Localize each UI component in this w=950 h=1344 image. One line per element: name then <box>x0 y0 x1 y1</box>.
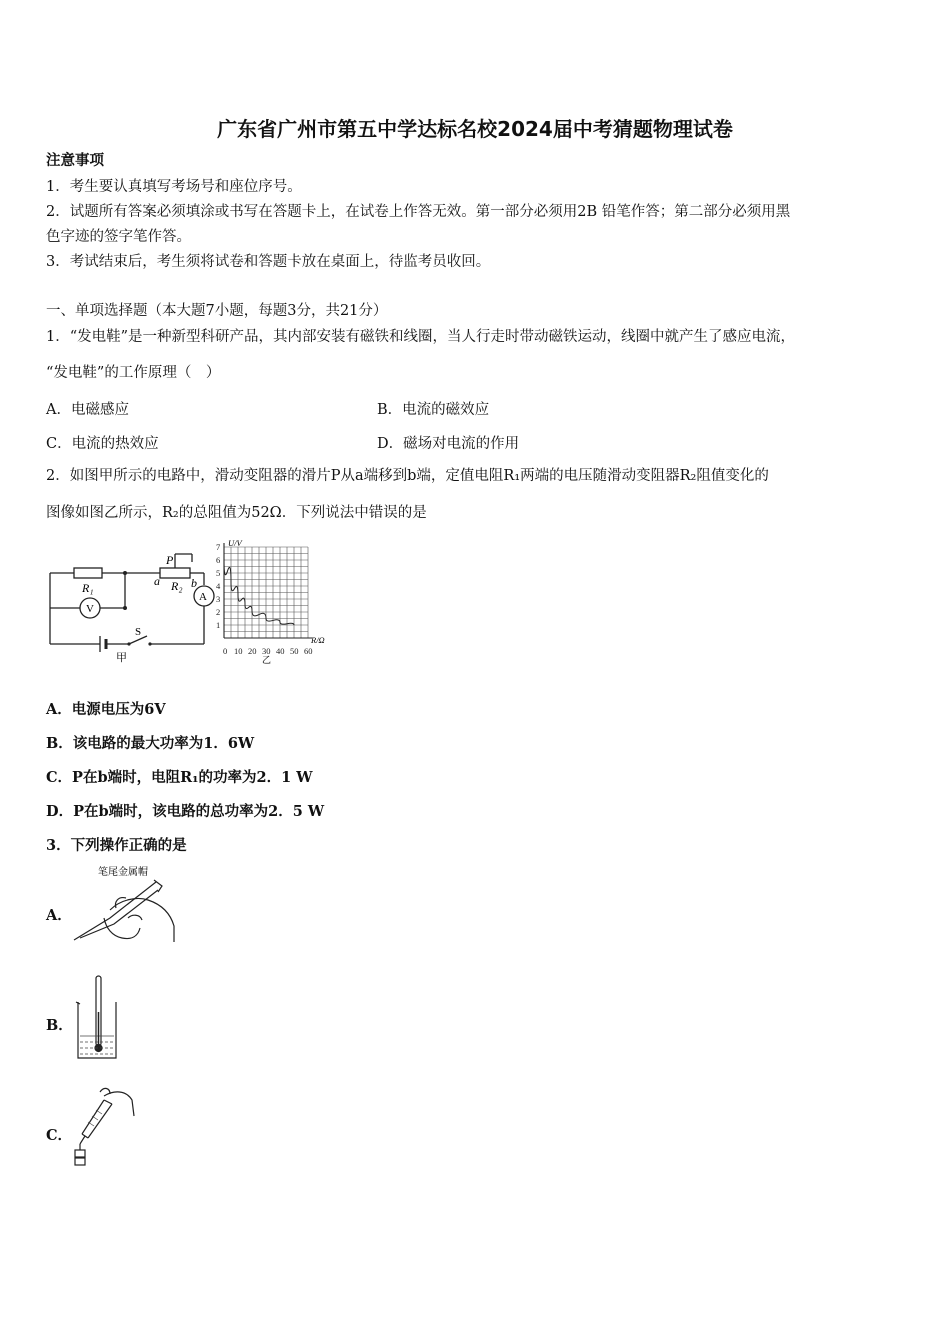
x-tick-label: 20 <box>248 646 257 656</box>
graph-caption: 乙 <box>262 655 272 665</box>
x-axis-label: R/Ω <box>311 635 325 645</box>
y-tick-label: 6 <box>216 555 221 565</box>
junction-dot <box>123 571 127 575</box>
x-tick-label: 40 <box>276 646 285 656</box>
x-tick-label: 60 <box>304 646 313 656</box>
label-p: P <box>166 553 174 567</box>
q2-option-b: B．该电路的最大功率为1．6W <box>46 735 255 752</box>
label-b: b <box>191 576 197 590</box>
y-tick-label: 2 <box>216 607 221 617</box>
circuit-caption: 甲 <box>116 652 127 664</box>
q2-option-a: A．电源电压为6V <box>46 701 166 718</box>
x-tick-label: 0 <box>223 646 228 656</box>
x-tick-label: 10 <box>234 646 243 656</box>
y-tick-label: 5 <box>216 568 221 578</box>
y-tick-label: 1 <box>216 620 221 630</box>
thermometer-beaker-image <box>74 972 122 1064</box>
label-a: a <box>154 574 160 588</box>
q2-option-d: D．P在b端时，该电路的总功率为2．5 W <box>46 803 325 820</box>
q3-option-c: C． <box>46 1127 73 1144</box>
y-axis-label: U/V <box>228 538 242 548</box>
notice-item-2-line-2: 色字迹的签字笔作答。 <box>46 229 191 245</box>
y-tick-label: 4 <box>216 581 221 591</box>
notice-heading: 注意事项 <box>46 152 104 169</box>
section-heading: 一、单项选择题（本大题7小题，每题3分，共21分） <box>46 303 388 319</box>
q2-stem-line-2: 图像如图乙所示，R₂的总阻值为52Ω．下列说法中错误的是 <box>46 505 427 521</box>
notice-item-1: 1．考生要认真填写考场号和座位序号。 <box>46 179 302 195</box>
label-r1: R₁ <box>82 581 94 595</box>
page-title: 广东省广州市第五中学达标名校2024届中考猜题物理试卷 <box>217 117 733 141</box>
q3-option-b: B． <box>46 1017 73 1034</box>
resistor-r1 <box>74 568 102 578</box>
notice-item-3: 3．考试结束后，考生须将试卷和答题卡放在桌面上，待监考员收回。 <box>46 254 491 270</box>
label-ammeter: A <box>199 591 207 603</box>
q1-option-a: A．电磁感应 <box>46 402 129 418</box>
spring-scale-hand-image <box>70 1082 136 1170</box>
y-tick-label: 3 <box>216 594 221 604</box>
y-tick-label: 7 <box>216 542 221 552</box>
label-r2: R₂ <box>171 579 183 593</box>
q3-stem: 3．下列操作正确的是 <box>46 837 187 854</box>
voltage-resistance-graph <box>214 536 334 666</box>
label-switch: S <box>135 626 142 638</box>
pen-cap-caption: 笔尾金属帽 <box>98 867 148 878</box>
q2-option-c: C．P在b端时，电阻R₁的功率为2．1 W <box>46 769 313 786</box>
q1-option-c: C．电流的热效应 <box>46 436 159 452</box>
notice-item-2-line-1: 2．试题所有答案必须填涂或书写在答题卡上，在试卷上作答无效。第一部分必须用2B 铅笔作答；第二部分必须用黑 <box>46 204 791 220</box>
resistor-r2 <box>160 568 190 578</box>
test-pencil-hand-image <box>70 860 178 946</box>
junction-dot <box>123 606 127 610</box>
q1-stem-line-1: 1．“发电鞋”是一种新型科研产品，其内部安装有磁铁和线圈，当人行走时带动磁铁运动，线圈中就产生了感应电流， <box>46 329 796 345</box>
q2-stem-line-1: 2．如图甲所示的电路中，滑动变阻器的滑片P从a端移到b端，定值电阻R₁两端的电压随滑动变阻器R₂阻值变化的 <box>46 468 769 484</box>
q1-option-b: B．电流的磁效应 <box>377 402 490 418</box>
x-tick-label: 30 <box>262 646 271 656</box>
label-voltmeter: V <box>86 603 94 615</box>
q1-option-d: D．磁场对电流的作用 <box>377 436 520 452</box>
q3-option-a: A． <box>46 907 72 924</box>
q1-stem-line-2: “发电鞋”的工作原理（ ） <box>46 365 221 381</box>
circuit-diagram <box>44 548 224 666</box>
x-tick-label: 50 <box>290 646 299 656</box>
